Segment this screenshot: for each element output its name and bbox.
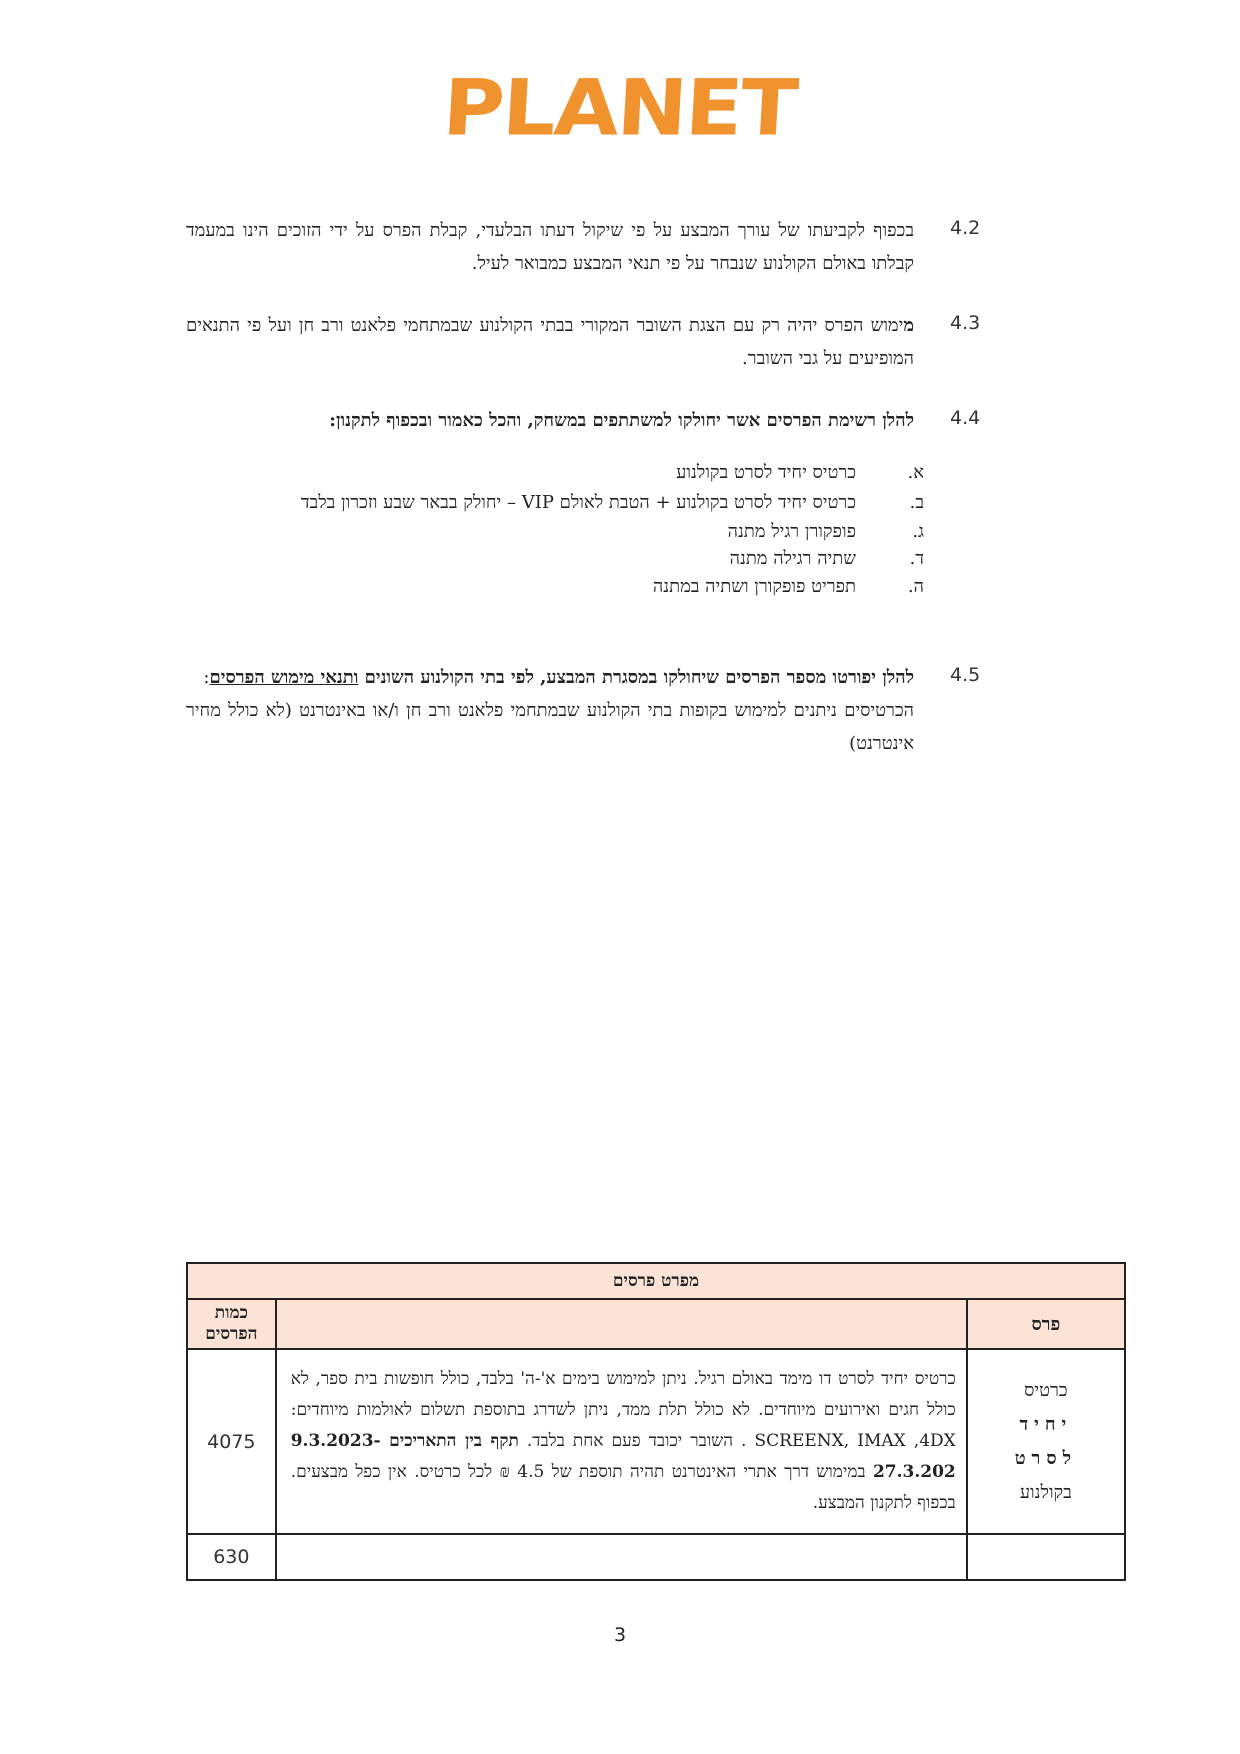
list-text: שתיה רגילה מתנה <box>729 548 856 569</box>
clause-text-bold-underline: ותנאי מימוש הפרסים <box>209 667 359 688</box>
prize-name-line: כרטיס <box>1024 1379 1068 1401</box>
table-title: מפרט פרסים <box>187 1263 1125 1299</box>
clause-4-5 <box>186 661 996 760</box>
list-item <box>186 462 996 490</box>
header-description <box>276 1299 967 1349</box>
clause-text: בכפוף לקביעתו של עורך המבצע על פי שיקול דעתו הבלעדי, קבלת הפרס על ידי הזוכים הינו במעמד קבלתו באולם הקולנוע שנבחר על פי תנאי המבצע כמבואר לעיל. <box>186 220 914 274</box>
clause-number: 4.4 <box>950 407 981 429</box>
logo-text: PLANET <box>440 62 800 154</box>
header-quantity: כמות הפרסים <box>187 1299 276 1349</box>
list-item <box>186 521 996 549</box>
description-validity: תקף בין התאריכים 9.3.2023-27.3.202 <box>290 1431 956 1482</box>
clause-number: 4.3 <box>950 312 981 334</box>
clause-4-2 <box>186 214 996 280</box>
list-letter: ב. <box>909 492 924 513</box>
list-item <box>186 492 996 520</box>
clause-text-bold: להלן יפורטו מספר הפרסים שיחולקו במסגרת המבצע, לפי בתי הקולנוע השונים <box>358 667 914 688</box>
clause-number: 4.2 <box>950 217 981 239</box>
table-row <box>187 1534 1125 1580</box>
planet-logo <box>0 62 1240 154</box>
list-item <box>186 576 996 604</box>
prize-description-cell <box>276 1349 967 1534</box>
prize-name-line: לסרט <box>1014 1447 1078 1469</box>
description-text: במימוש דרך אתרי האינטרנט תהיה תוספת של 4.5 ₪ לכל כרטיס. אין כפל מבצעים. בכפוף לתקנון המבצע. <box>290 1462 956 1513</box>
list-item <box>186 548 996 576</box>
clause-4-3 <box>186 309 996 375</box>
prize-name-cell <box>967 1534 1125 1580</box>
description-text: כרטיס יחיד לסרט דו מימד באולם רגיל. ניתן למימוש בימים א'-ה' בלבד, כולל חופשות בית ספר, לא כולל חגים ואירועים מיוחדים. לא כולל תלת ממד, ניתן לשדרג בתוספת תשלום לאולמות מיוחדים: SCREENX, IMAX ,4DX . השובר יכובד פעם אחת בלבד. <box>290 1369 956 1451</box>
list-letter: א. <box>907 462 924 483</box>
clause-text-colon: : <box>203 667 210 688</box>
table-row <box>187 1349 1125 1534</box>
clause-text-bold: מ <box>903 315 914 336</box>
clause-text: להלן רשימת הפרסים אשר יחולקו למשתתפים במשחק, והכל כאמור ובכפוף לתקנון: <box>329 410 914 431</box>
clause-text-rest: ימוש הפרס יהיה רק עם הצגת השובר המקורי בבתי הקולנוע שבמתחמי פלאנט ורב חן ועל פי התנאים המופיעים על גבי השובר. <box>186 315 914 369</box>
prize-description-cell <box>276 1534 967 1580</box>
clause-number: 4.5 <box>950 664 981 686</box>
prize-name-line: יחיד <box>1019 1413 1073 1435</box>
list-letter: ד. <box>909 548 924 569</box>
table-title-row <box>187 1263 1125 1299</box>
clause-text <box>186 661 914 760</box>
clause-text-rest: הכרטיסים ניתנים למימוש בקופות בתי הקולנוע שבמתחמי פלאנט ורב חן ו/או באינטרנט (לא כולל מחיר אינטרנט) <box>186 700 914 754</box>
prize-quantity-cell: 630 <box>187 1534 276 1580</box>
list-text: תפריט פופקורן ושתיה במתנה <box>652 576 856 597</box>
header-prize: פרס <box>967 1299 1125 1349</box>
clause-text <box>186 309 914 375</box>
prizes-table <box>186 1262 1126 1581</box>
page-number: 3 <box>613 1624 627 1646</box>
list-letter: ה. <box>907 576 924 597</box>
clause-4-4 <box>186 404 996 437</box>
list-text: פופקורן רגיל מתנה <box>727 521 856 542</box>
list-text: כרטיס יחיד לסרט בקולנוע <box>676 462 856 483</box>
prize-name-cell <box>967 1349 1125 1534</box>
prize-name-line: בקולנוע <box>1019 1481 1072 1503</box>
list-text: כרטיס יחיד לסרט בקולנוע + הטבת לאולם VIP – יחולק בבאר שבע וזכרון בלבד <box>300 492 856 513</box>
list-letter: ג. <box>912 521 924 542</box>
prize-quantity-cell: 4075 <box>187 1349 276 1534</box>
table-header-row <box>187 1299 1125 1349</box>
